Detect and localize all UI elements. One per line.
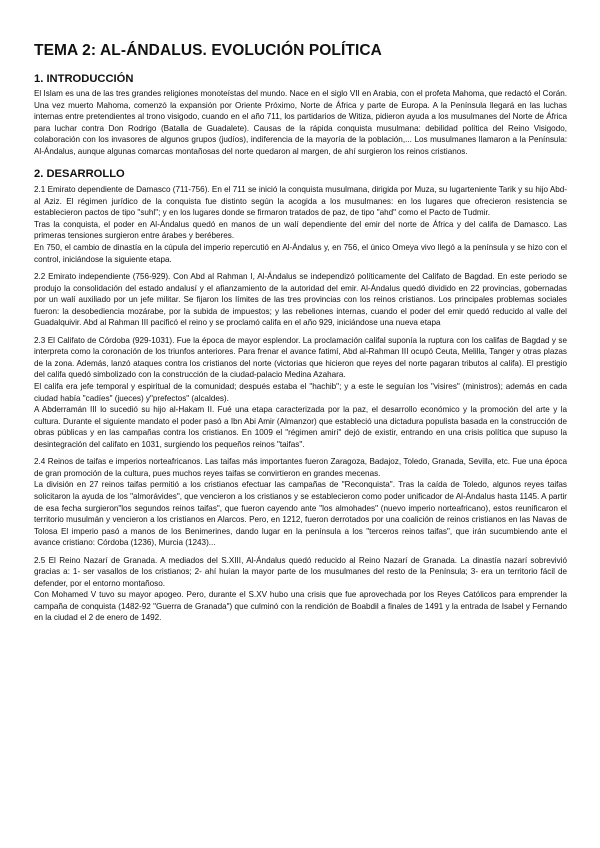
paragraph: 2.5 El Reino Nazarí de Granada. A mediados del S.XIII, Al-Ándalus quedó reducido al Reino Nazarí de Granada. La dinastía nazarí sobrevivió gracias a: 1- ser vasallos de los cristianos; 2- ahí huían la mayor parte de los musulmanes del resto de la Península; 3- era un territorio fácil de defender, por el entorno montañoso. bbox=[34, 555, 567, 588]
paragraph: En 750, el cambio de dinastía en la cúpula del imperio repercutió en Al-Ándalus y, en 756, el único Omeya vivo llegó a la península y se hizo con el control, iniciándose la siguiente etapa. bbox=[34, 243, 567, 264]
section-heading: 2. DESARROLLO bbox=[34, 168, 125, 181]
paragraph: El Islam es una de las tres grandes religiones monoteístas del mundo. Nace en el siglo VII en Arabia, con el profeta Mahoma, que redactó el Corán. Una vez muerto Mahoma, comenzó la expansión por Oriente Próximo, Norte de África y parte de Europa. A la Península llegará en las luchas internas entre pretendientes al trono visigodo, cuando en el año 711, los partidarios de Witiza, pidieron ayuda a los musulmanes del Norte de África para luchar contra Don Rodrigo (Batalla de Guadalete). Causas de la rápida conquista musulmana: debilidad política del Reino Visigodo, colaboración con los invasores de algunos grupos (judíos), indiferencia de la mayoría de la población,... Los musulmanes llamaron a la Península: Al-Ándalus, aunque algunas comarcas montañosas del norte quedaron al margen, de ahí surgieron los reinos cristianos. bbox=[34, 89, 567, 156]
paragraph: 2.3 El Califato de Córdoba (929-1031). Fue la época de mayor esplendor. La proclamación califal suponía la ruptura con los califas de Bagdad y se interpreta como la coronación de los triunfos anteriores. Para frenar el avance fatimí, Abd al-Rahman III ocupó Ceuta, Melilla, Tanger y otras plazas de la zona. Además, lanzó ataques contra los cristianos del norte (victorias que hicieron que reyes del norte pagaran tributos al califa). El prestigio del califa quedó simbolizado con la construcción de la ciudad-palacio Medina Azahara. bbox=[34, 335, 567, 380]
paragraph: Con Mohamed V tuvo su mayor apogeo. Pero, durante el S.XV hubo una crisis que fue aprovechada por los Reyes Católicos para emprender la campaña de conquista (1482-92 "Guerra de Granada") que culminó con la rendición de Boabdil a finales de 1491 y la entrada de Isabel y Fernando en la ciudad el 2 de enero de 1492. bbox=[34, 590, 567, 623]
paragraph: El califa era jefe temporal y espiritual de la comunidad; después estaba el "hachib"; y a este le seguían los "visires" (ministros); además en cada ciudad había "cadíes" (jueces) y"prefectos" (alcaldes). bbox=[34, 382, 567, 403]
paragraph: La división en 27 reinos taifas permitió a los cristianos efectuar las campañas de "Reconquista". Tras la caída de Toledo, algunos reyes taifas solicitaron la ayuda de los "almorávides", que vencieron a los cristianos y se establecieron como poder unificador de Al-Ándalus hasta 1145. A partir de esa fecha surgieron"los segundos reinos taifas", que fueron cayendo ante "los almohades" (nuevo imperio norteafricano), estos reunificaron el territorio musulmán y vencieron a los cristianos en Alarcos. Pero, en 1212, fueron derrotados por una coalición de reinos cristianos en las Navas de Tolosa El imperio pasó a manos de los Benimerines, dando lugar en la península a los "terceros reinos taifas", que irán sucumbiendo ante el avance cristiano: Córdoba (1236), Murcia (1243)... bbox=[34, 480, 567, 548]
paragraph: 2.2 Emirato independiente (756-929). Con Abd al Rahman I, Al-Ándalus se independizó políticamente del Califato de Bagdad. En este periodo se produjo la consolidación del estado andalusí y el afianzamiento de la autoridad del emir. Al-Ándalus quedó dividido en 22 provincias, gobernadas por un walí auxiliado por un jefe militar. Se fijaron los límites de las tres provincias con los reinos cristianos. Los principales problemas sociales fueron: la desobediencia mozárabe, por la subida de impuestos; y las rebeliones internas, cuando el poder del emir quedó reducido al valle del Guadalquivir. Abd al Rahman III pacificó el reino y se proclamó califa en el año 929, iniciándose una nueva etapa bbox=[34, 272, 567, 328]
paragraph: A Abderramán III lo sucedió su hijo al-Hakam II. Fué una etapa caracterizada por la paz, el desarrollo económico y la promoción del arte y la cultura. Durante el siguiente mandato el poder pasó a Ibn Abi Amir (Almanzor) que estableció una dictadura populista basada en la construcción de obras públicas y en las campañas contra los cristianos. En 1009 el "régimen amirí" dejó de existir, entrando en una crisis política que supuso la desintegración del califato en 1031, surgiendo los pequeños reinos "taifas". bbox=[34, 405, 567, 449]
document-title: TEMA 2: AL-ÁNDALUS. EVOLUCIÓN POLÍTICA bbox=[34, 42, 382, 59]
paragraph: 2.4 Reinos de taifas e imperios norteafricanos. Las taifas más importantes fueron Zaragoza, Badajoz, Toledo, Granada, Sevilla, etc. Fue una época de gran promoción de la cultura, pues muchos reyes taifas se convirtieron en grandes mecenas. bbox=[34, 457, 567, 478]
section-introduccion bbox=[34, 72, 567, 157]
section-heading: 1. INTRODUCCIÓN bbox=[34, 73, 134, 85]
paragraph: Tras la conquista, el poder en Al-Ándalus quedó en manos de un walí dependiente del emir del norte de África y del califa de Damasco. Las primeras tensiones surgieron entre árabes y beréberes. bbox=[34, 219, 567, 241]
section-desarrollo bbox=[34, 167, 567, 624]
paragraph: 2.1 Emirato dependiente de Damasco (711-756). En el 711 se inició la conquista musulmana, dirigida por Muza, su lugarteniente Tarik y su hijo Abd-al Aziz. El régimen jurídico de la conquista fue distinto según la acogida a los musulmanes: en los lugares que ofrecieron resistencia se establecieron pactos de tipo "suhl"; y en los lugares donde se firmaron tratados de paz, de tipo "ahd" como el Pacto de Tudmir. bbox=[34, 185, 567, 218]
